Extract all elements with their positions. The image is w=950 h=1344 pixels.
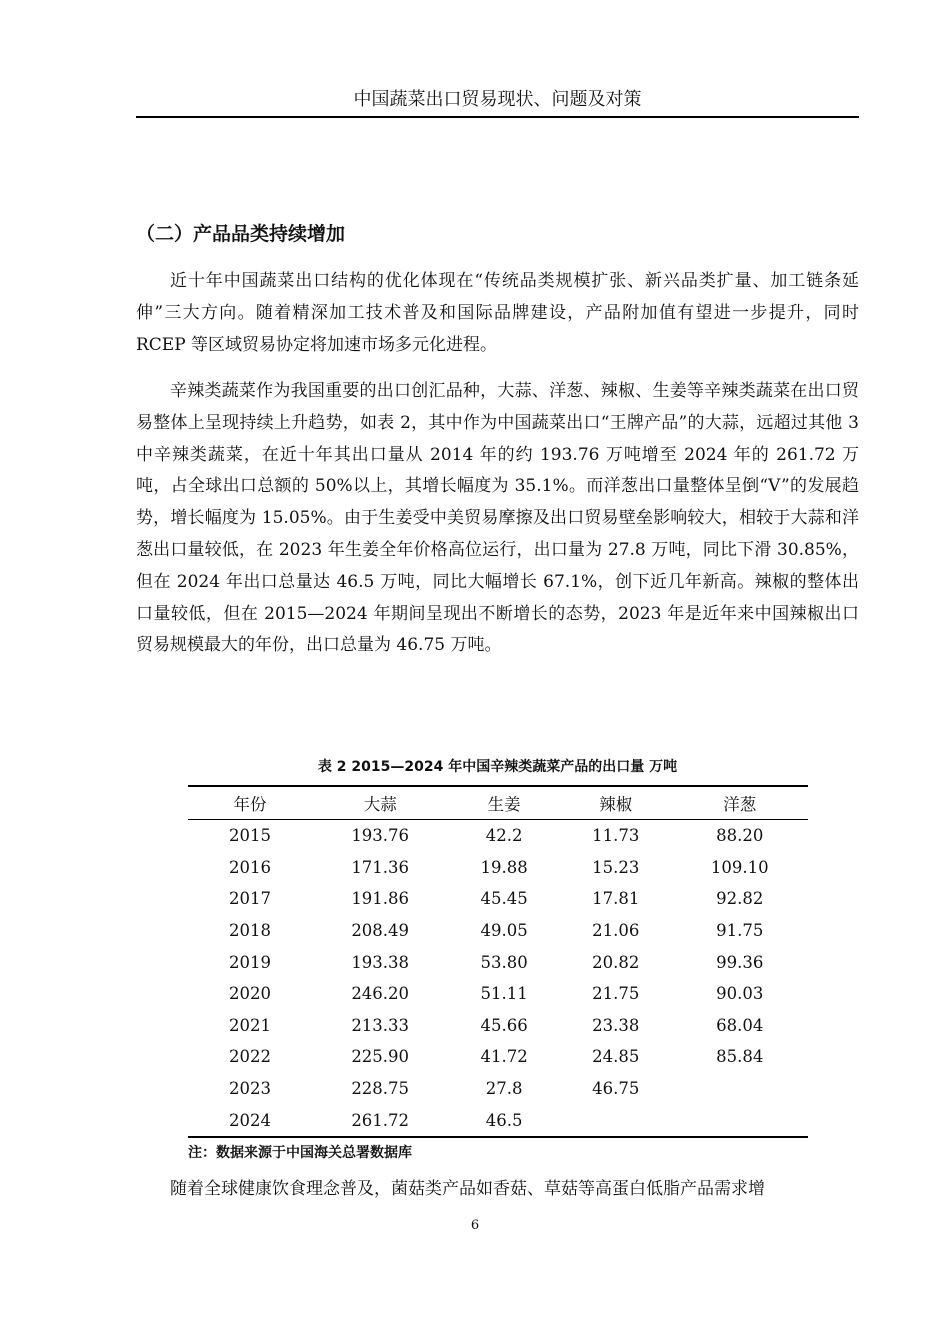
cell-onion: 90.03 — [716, 984, 764, 1004]
page-number: 6 — [470, 1218, 480, 1233]
cell-year: 2024 — [229, 1110, 271, 1130]
section-heading: （二）产品品类持续增加 — [136, 223, 346, 245]
cell-ginger: 51.11 — [480, 984, 528, 1004]
cell-pepper: 21.06 — [592, 921, 640, 941]
cell-ginger: 41.72 — [480, 1047, 528, 1067]
cell-garlic: 193.76 — [351, 826, 410, 846]
cell-ginger: 19.88 — [480, 857, 528, 877]
column-header-onion: 洋葱 — [672, 786, 808, 820]
cell-garlic: 171.36 — [351, 857, 410, 877]
paragraph-mushrooms: 随着全球健康饮食理念普及，菌菇类产品如香菇、草菇等高蛋白低脂产品需求增 — [170, 1179, 765, 1199]
table-row — [188, 852, 808, 884]
cell-garlic: 208.49 — [351, 921, 410, 941]
cell-year: 2021 — [229, 1015, 271, 1035]
column-header-year: 年份 — [188, 786, 312, 820]
table-row — [188, 1104, 808, 1137]
cell-pepper: 17.81 — [592, 889, 640, 909]
paragraph-pungent-vegetables: 辛辣类蔬菜作为我国重要的出口创汇品种，大蒜、洋葱、辣椒、生姜等辛辣类蔬菜在出口贸易整体上呈现持续上升趋势，如表 2，其中作为中国蔬菜出口“王牌产品”的大蒜，远超过其他 3 中辛辣类蔬菜，在近十年其出口量从 2014 年的约 193.76 万吨增至 2024 年的 261.72 万吨，占全球出口总额的 50%以上，其增长幅度为 35.1%。而洋葱出口量整体呈倒“V”的发展趋势，增长幅度为 15.05%。由于生姜受中美贸易摩擦及出口贸易壁垒影响较大，相较于大蒜和洋葱出口量较低，在 2023 年生姜全年价格高位运行，出口量为 27.8 万吨，同比下滑 30.85%，但在 2024 年出口总量达 46.5 万吨，同比大幅增长 67.1%，创下近几年新高。辣椒的整体出口量较低，但在 2015—2024 年期间呈现出不断增长的态势，2023 年是近年来中国辣椒出口贸易规模最大的年份，出口总量为 46.75 万吨。 — [136, 381, 859, 656]
cell-ginger: 27.8 — [485, 1079, 523, 1099]
cell-garlic: 213.33 — [351, 1015, 410, 1035]
running-header: 中国蔬菜出口贸易现状、问题及对策 — [136, 86, 859, 118]
cell-ginger: 49.05 — [480, 921, 528, 941]
cell-onion — [672, 1073, 808, 1105]
cell-garlic: 246.20 — [351, 984, 410, 1004]
cell-ginger: 42.2 — [485, 826, 523, 846]
cell-pepper: 23.38 — [592, 1015, 640, 1035]
cell-year: 2016 — [229, 857, 271, 877]
cell-pepper: 46.75 — [592, 1079, 640, 1099]
cell-year: 2015 — [229, 826, 271, 846]
cell-onion: 99.36 — [716, 952, 764, 972]
table-row — [188, 1010, 808, 1042]
column-header-garlic: 大蒜 — [312, 786, 448, 820]
paragraph-structure-optimization: 近十年中国蔬菜出口结构的优化体现在“传统品类规模扩张、新兴品类扩量、加工链条延伸”三大方向。随着精深加工技术普及和国际品牌建设，产品附加值有望进一步提升，同时 RCEP 等区域贸易协定将加速市场多元化进程。 — [136, 271, 859, 355]
cell-onion: 91.75 — [716, 921, 764, 941]
cell-pepper: 20.82 — [592, 952, 640, 972]
column-header-pepper: 辣椒 — [560, 786, 672, 820]
cell-onion: 92.82 — [716, 889, 764, 909]
cell-ginger: 45.45 — [480, 889, 528, 909]
cell-onion: 88.20 — [716, 826, 764, 846]
cell-pepper: 11.73 — [592, 826, 640, 846]
cell-garlic: 193.38 — [351, 952, 410, 972]
table-row — [188, 1041, 808, 1073]
cell-ginger: 45.66 — [480, 1015, 528, 1035]
cell-pepper: 24.85 — [592, 1047, 640, 1067]
table-caption: 表 2 2015—2024 年中国辛辣类蔬菜产品的出口量 万吨 — [317, 759, 678, 775]
cell-garlic: 225.90 — [351, 1047, 410, 1067]
table-source-note: 注：数据来源于中国海关总署数据库 — [188, 1145, 412, 1161]
cell-year: 2023 — [229, 1079, 271, 1099]
cell-onion: 68.04 — [716, 1015, 764, 1035]
table-row — [188, 883, 808, 915]
table-header-row — [188, 786, 808, 820]
export-volume-table — [188, 785, 808, 1138]
cell-pepper: 15.23 — [592, 857, 640, 877]
column-header-ginger: 生姜 — [448, 786, 560, 820]
cell-onion — [672, 1104, 808, 1137]
table-row — [188, 946, 808, 978]
cell-pepper — [560, 1104, 672, 1137]
cell-garlic: 191.86 — [351, 889, 410, 909]
cell-year: 2022 — [229, 1047, 271, 1067]
cell-year: 2020 — [229, 984, 271, 1004]
cell-garlic: 261.72 — [351, 1110, 410, 1130]
cell-onion: 109.10 — [710, 857, 769, 877]
cell-ginger: 46.5 — [485, 1110, 523, 1130]
cell-onion: 85.84 — [716, 1047, 764, 1067]
cell-year: 2018 — [229, 921, 271, 941]
table-row — [188, 978, 808, 1010]
table-row — [188, 820, 808, 852]
cell-year: 2019 — [229, 952, 271, 972]
cell-year: 2017 — [229, 889, 271, 909]
cell-garlic: 228.75 — [351, 1079, 410, 1099]
table-row — [188, 915, 808, 947]
table-row — [188, 1073, 808, 1105]
cell-pepper: 21.75 — [592, 984, 640, 1004]
cell-ginger: 53.80 — [480, 952, 528, 972]
